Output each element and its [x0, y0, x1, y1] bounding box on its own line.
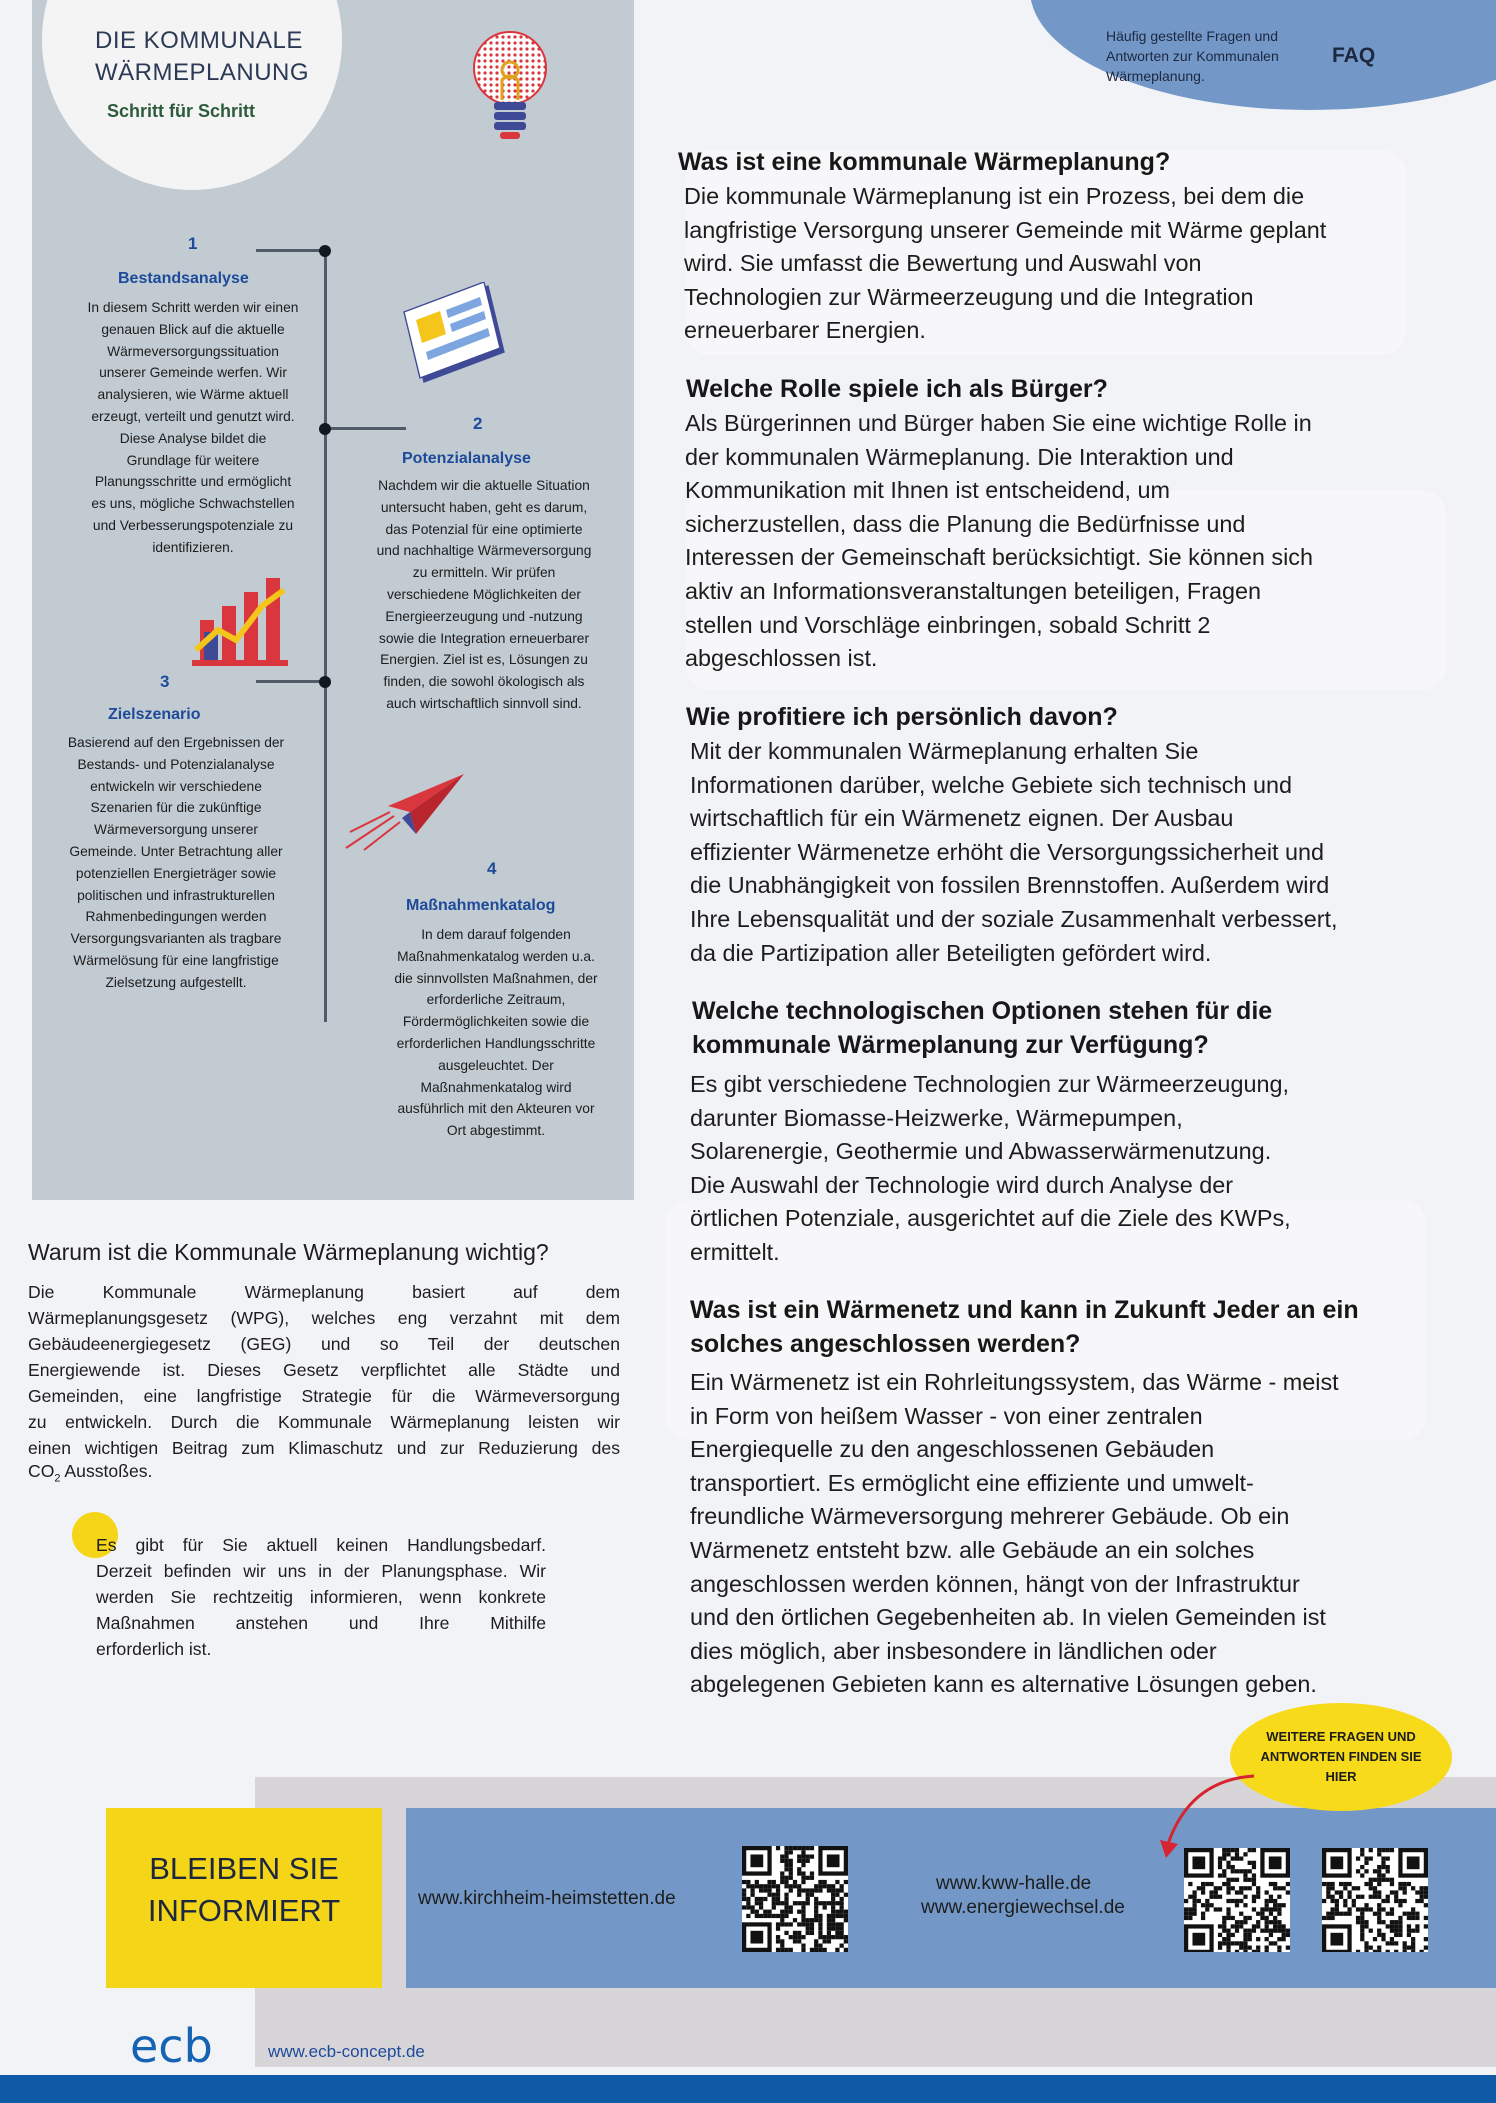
faq-question-3: Wie profitiere ich persönlich davon?	[686, 703, 1118, 731]
faq-header-text: Häufig gestellte Fragen und Antworten zur Kommunalen Wärmeplanung.	[1106, 28, 1279, 84]
left-title-line1: DIE KOMMUNALE	[95, 27, 303, 54]
step-3-title: Zielszenario	[108, 706, 201, 723]
step-2-text: Nachdem wir die aktuelle Situation untersucht haben, geht es darum, das Potenzial für eine optimierte und nachhaltige Wärmeversorgung zu ermitteln. Wir prüfen verschiedene Möglichkeiten der Energieerzeugung und -nutzung sowie die Integration erneuerbarer Energien. Ziel ist es, Lösungen zu finden, die sowohl ökologisch als auch wirtschaftlich sinnvoll sind.	[376, 478, 592, 711]
qr-code-icon[interactable]	[1322, 1848, 1428, 1952]
why-text: Die Kommunale Wärmeplanung basiert auf dem Wärmeplanungsgesetz (WPG), welches eng verzahnt mit dem Gebäudeenergiegesetz (GEG) und so Teil der deutschen Energiewende ist. Dieses Gesetz verpflichtet alle Städte und Gemeinden, eine langfristige Strategie für die Wärmeversorgung zu entwickeln. Durch die Kommunale Wärmeplanung leisten wir einen wichtigen Beitrag zum Klimaschutz und zur Reduzierung des	[28, 1282, 620, 1458]
step-3-number: 3	[160, 672, 170, 691]
bar-chart-icon	[192, 570, 292, 670]
step-4-text: In dem darauf folgenden Maßnahmenkatalog werden u.a. die sinnvollsten Maßnahmen, der erforderliche Zeitraum, Fördermöglichkeiten sowie die erforderlichen Handlungsschritte ausgeleuchtet. Der Maßnahmenkatalog wird ausführlich mit den Akteuren vor Ort abgestimmt.	[394, 927, 598, 1139]
faq-question-2: Welche Rolle spiele ich als Bürger?	[686, 375, 1108, 403]
timeline-branch-3	[256, 680, 326, 683]
footer-link[interactable]: www.ecb-concept.de	[268, 2042, 425, 2061]
timeline-dot-1	[319, 245, 331, 257]
left-title-line2: WÄRMEPLANUNG	[95, 59, 310, 86]
step-1-text: In diesem Schritt werden wir einen genauen Blick auf die aktuelle Wärmeversorgungssituation unserer Gemeinde werfen. Wir analysieren, wie Wärme aktuell erzeugt, verteilt und genutzt wird. Diese Analyse bildet die Grundlage für weitere Planungsschritte und ermöglicht es uns, mögliche Schwachstellen und Verbesserungspotenziale zu identifizieren.	[87, 300, 299, 555]
link-kww-halle[interactable]: www.kww-halle.de	[936, 1873, 1092, 1894]
left-subtitle: Schritt für Schritt	[107, 101, 256, 121]
qr-code-icon[interactable]	[1184, 1848, 1290, 1952]
faq-answer-4: Es gibt verschiedene Technologien zur Wärmeerzeugung, darunter Biomasse-Heizwerke, Wärmepumpen, Solarenergie, Geothermie und Abwasserwärmenutzung. Die Auswahl der Technologie wird durch Analyse der örtlichen Potenziale, ausgerichtet auf die Ziele des KWPs, ermittelt.	[690, 1071, 1291, 1265]
paper-plane-icon	[344, 772, 466, 852]
timeline-branch-1	[256, 249, 326, 252]
step-1-number: 1	[188, 234, 198, 253]
faq-answer-1: Die kommunale Wärmeplanung ist ein Prozess, bei dem die langfristige Versorgung unserer Gemeinde mit Wärme geplant wird. Sie umfasst die Bewertung und Auswahl von Technologien zur Wärmeerzeugung und die Integration erneuerbarer Energien.	[684, 183, 1327, 344]
step-1-title: Bestandsanalyse	[118, 270, 249, 287]
lightbulb-icon	[470, 28, 550, 146]
step-4-title: Maßnahmenkatalog	[406, 897, 556, 914]
why-last-line: $CO_2$ Ausstoßes.	[28, 1461, 153, 1485]
faq-answer-3: Mit der kommunalen Wärmeplanung erhalten Sie Informationen darüber, welche Gebiete sich technisch und wirtschaftlich für ein Wärmenetz eignen. Der Ausbau effizienter Wärmenetze erhöht die Versorgungssicherheit und die Unabhängigkeit von fossilen Brennstoffen. Außerdem wird Ihre Lebensqualität und der soziale Zusammenhalt verbessert, da die Partizipation aller Beteiligten gefördert wird.	[690, 738, 1338, 966]
faq-question-5: Was ist ein Wärmenetz und kann in Zukunft Jeder an ein solches angeschlossen werden?	[690, 1296, 1359, 1358]
faq-question-4: Welche technologischen Optionen stehen für die kommunale Wärmeplanung zur Verfügung?	[692, 997, 1273, 1059]
qr-code-icon[interactable]	[742, 1846, 848, 1952]
faq-question-1: Was ist eine kommunale Wärmeplanung?	[678, 148, 1171, 176]
why-title: Warum ist die Kommunale Wärmeplanung wichtig?	[28, 1239, 549, 1265]
step-2-number: 2	[473, 414, 483, 433]
timeline-dot-3	[319, 676, 331, 688]
screen-icon	[400, 282, 512, 392]
callout-text: WEITERE FRAGEN UND ANTWORTEN FINDEN SIE HIER	[1260, 1729, 1422, 1784]
step-2-title: Potenzialanalyse	[402, 450, 531, 467]
faq-label: FAQ	[1332, 44, 1376, 67]
footer-bar	[0, 2075, 1496, 2103]
note-text: Es gibt für Sie aktuell keinen Handlungsbedarf. Derzeit befinden wir uns in der Planungsphase. Wir werden Sie rechtzeitig informieren, wenn konkrete Maßnahmen anstehen und Ihre Mithilfe erforderlich ist.	[96, 1535, 546, 1659]
faq-answer-2: Als Bürgerinnen und Bürger haben Sie eine wichtige Rolle in der kommunalen Wärmeplanung. Die Interaktion und Kommunikation mit Ihnen ist entscheidend, um sicherzustellen, dass die Planung die Bedürfnisse und Interessen der Gemeinschaft berücksichtigt. Sie können sich aktiv an Informationsveranstaltungen beteiligen, Fragen stellen und Vorschläge einbringen, sobald Schritt 2 abgeschlossen ist.	[685, 410, 1313, 672]
curved-arrow-icon	[1150, 1770, 1260, 1860]
stay-informed-text: BLEIBEN SIE INFORMIERT	[147, 1851, 341, 1928]
faq-answer-5: Ein Wärmenetz ist ein Rohrleitungssystem, das Wärme - meist in Form von heißem Wasser - von einer zentralen Energiequelle zu den angeschlossenen Gebäuden transportiert. Es ermöglicht eine effiziente und umwelt- freundliche Wärmeversorgung mehrerer Gebäude. Ob ein Wärmenetz entsteht bzw. alle Gebäude an ein solches angeschlossen werden können, hängt von der Infrastruktur und den örtlichen Gegebenheiten ab. In vielen Gemeinden ist dies möglich, aber insbesondere in ländlichen oder abgelegenen Gebieten kann es alternative Lösungen geben.	[690, 1369, 1339, 1698]
link-kirchheim[interactable]: www.kirchheim-heimstetten.de	[418, 1888, 676, 1909]
step-3-text: Basierend auf den Ergebnissen der Bestands- und Potenzialanalyse entwickeln wir verschiedene Szenarien für die zukünftige Wärmeversorgung unserer Gemeinde. Unter Betrachtung aller potenziellen Energieträger sowie politischen und infrastrukturellen Rahmenbedingungen werden Versorgungsvarianten als tragbare Wärmelösung für eine langfristige Zielsetzung aufgestellt.	[67, 735, 285, 990]
link-energiewechsel[interactable]: www.energiewechsel.de	[921, 1897, 1125, 1918]
ecb-logo	[130, 2026, 246, 2070]
svg-text:ecb: ecb	[130, 2026, 213, 2070]
step-4-number: 4	[487, 859, 497, 878]
